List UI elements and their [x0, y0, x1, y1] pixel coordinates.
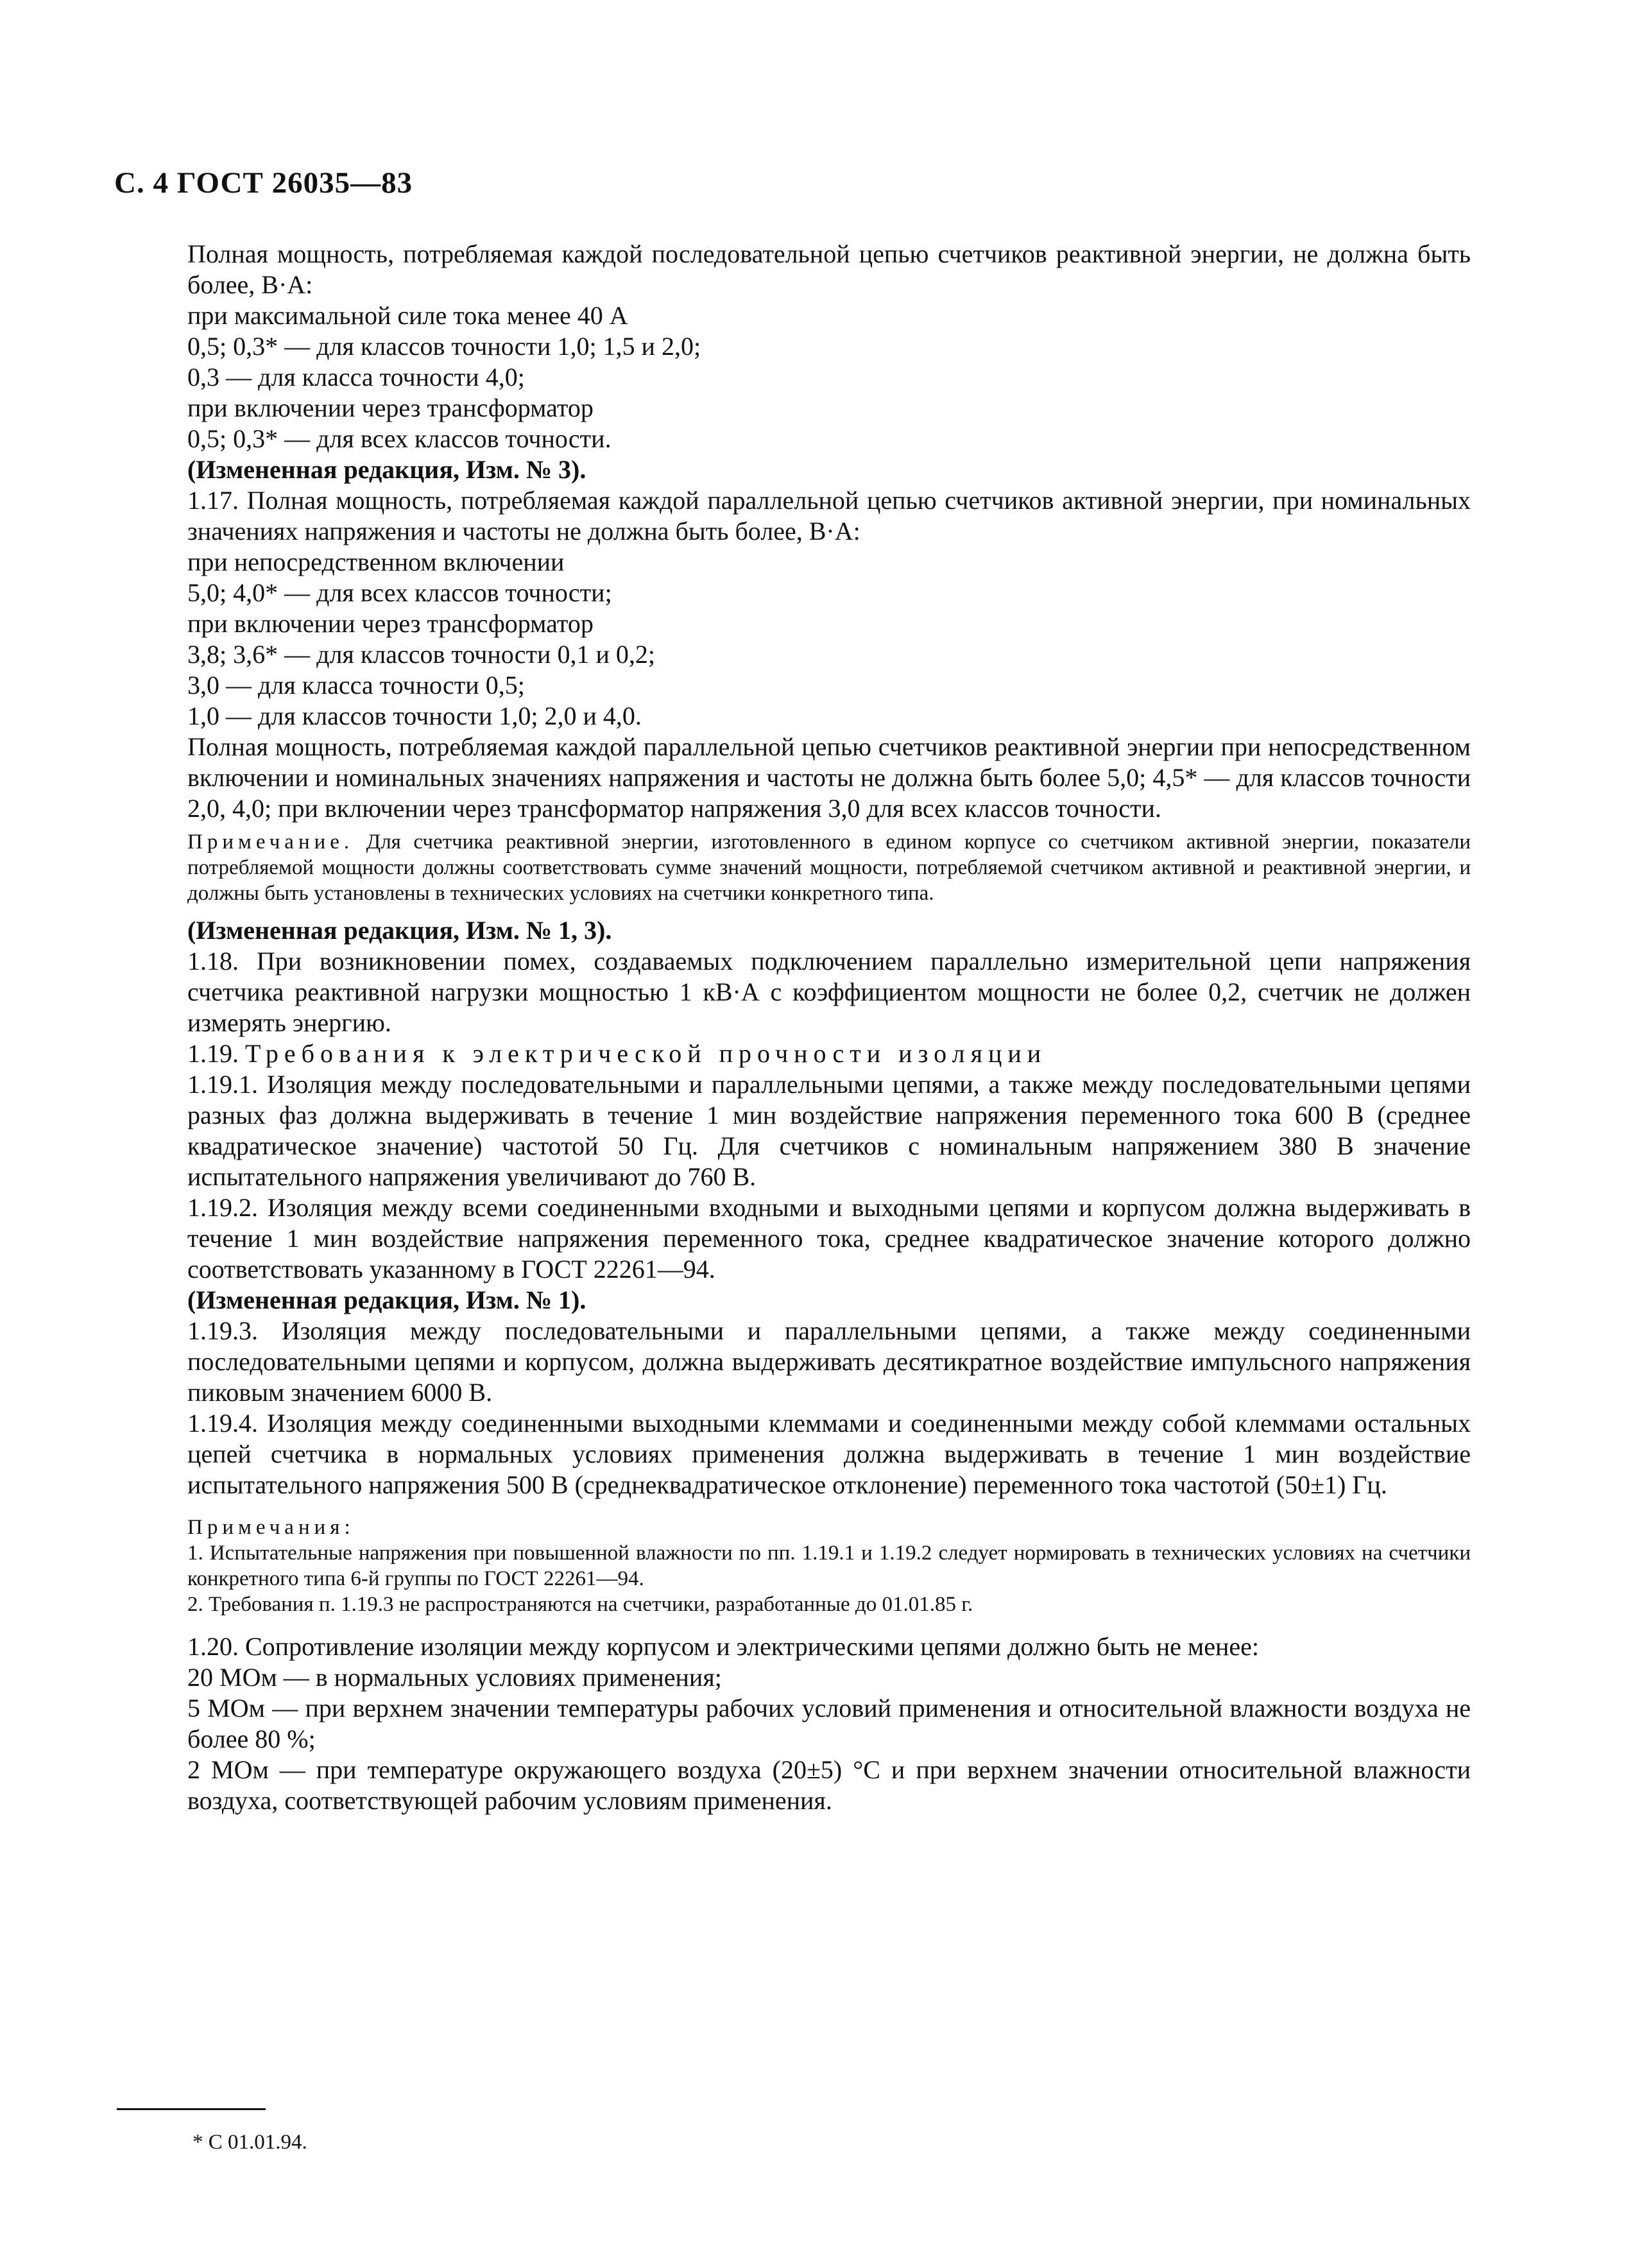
- notes-heading: [187, 1515, 1471, 1540]
- list-line: 20 МОм — в нормальных условиях применения;: [187, 1663, 722, 1692]
- note-text: Для счетчика реактивной энергии, изготовленного в едином корпусе со счетчиком активной энергии, показатели потребляемой мощности должны соответствовать сумме значений мощности, потребляемой счетчиком активной и реактивной энергии, и должны быть установлены в технических условиях на счетчики конкретного типа.: [187, 830, 1471, 905]
- list-line: 3,8; 3,6* — для классов точности 0,1 и 0,2;: [187, 640, 655, 669]
- note-item: 1. Испытательные напряжения при повышенной влажности по пп. 1.19.1 и 1.19.2 следует нормировать в технических условиях на счетчики конкретного типа 6-й группы по ГОСТ 22261—94.: [187, 1542, 1471, 1590]
- paragraph: 2 МОм — при температуре окружающего воздуха (20±5) °С и при верхнем значении относительной влажности воздуха, соответствующей рабочим условиям применения.: [187, 1755, 1471, 1815]
- paragraph: 1.19.3. Изоляция между последовательными и параллельными цепями, а также между соединенными последовательными цепями и корпусом, должна выдерживать десятикратное воздействие импульсного напряжения пиковым значением 6000 В.: [187, 1316, 1471, 1407]
- list-line: 5,0; 4,0* — для всех классов точности;: [187, 578, 612, 607]
- list-line: при включении через трансформатор: [187, 393, 594, 422]
- paragraph: 1.20. Сопротивление изоляции между корпусом и электрическими цепями должно быть не менее:: [187, 1632, 1260, 1661]
- note: [187, 829, 1471, 906]
- list-line: 1,0 — для классов точности 1,0; 2,0 и 4,0.: [187, 701, 642, 730]
- paragraph: 1.17. Полная мощность, потребляемая каждой параллельной цепью счетчиков активной энергии, при номинальных значениях напряжения и частоты не должна быть более, В·А:: [187, 486, 1471, 546]
- paragraph: Полная мощность, потребляемая каждой параллельной цепью счетчиков реактивной энергии при непосредственном включении и номинальных значениях напряжения и частоты не должна быть более 5,0; 4,5* — для классов точности 2,0, 4,0; при включении через трансформатор напряжения 3,0 для всех классов точности.: [187, 732, 1471, 823]
- list-line: при максимальной силе тока менее 40 А: [187, 301, 628, 330]
- list-line: 0,3 — для класса точности 4,0;: [187, 363, 525, 391]
- paragraph: 1.18. При возникновении помех, создаваемых подключением параллельно измерительной цепи напряжения счетчика реактивной нагрузки мощностью 1 кВ·А с коэффициентом мощности не более 0,2, счетчик не должен измерять энергию.: [187, 947, 1471, 1037]
- paragraph: 1.19.2. Изоляция между всеми соединенными входными и выходными цепями и корпусом должна выдерживать в течение 1 мин воздействие напряжения переменного тока, среднее квадратическое значение которого должно соответствовать указанному в ГОСТ 22261—94.: [187, 1193, 1471, 1284]
- list-line: при непосредственном включении: [187, 547, 565, 576]
- amendment-note: (Измененная редакция, Изм. № 3).: [187, 455, 586, 484]
- list-line: 0,5; 0,3* — для классов точности 1,0; 1,5 и 2,0;: [187, 332, 701, 361]
- paragraph: Полная мощность, потребляемая каждой последовательной цепью счетчиков реактивной энергии, не должна быть более, В·А:: [187, 239, 1471, 299]
- footnote-divider: [117, 2108, 266, 2110]
- section-number: 1.19.: [187, 1039, 239, 1068]
- amendment-note: (Измененная редакция, Изм. № 1).: [187, 1285, 586, 1314]
- list-line: при включении через трансформатор: [187, 609, 594, 638]
- list-line: 0,5; 0,3* — для всех классов точности.: [187, 424, 612, 453]
- note-label: Примечание.: [187, 830, 354, 854]
- paragraph: 1.19.4. Изоляция между соединенными выходными клеммами и соединенными между собой клеммами остальных цепей счетчика в нормальных условиях применения должна выдерживать в течение 1 мин воздействие испытательного напряжения 500 В (среднеквадратическое отклонение) переменного тока частотой (50±1) Гц.: [187, 1409, 1471, 1499]
- section-title: Требования к электрической прочности изоляции: [245, 1039, 1047, 1068]
- note-item: 2. Требования п. 1.19.3 не распространяются на счетчики, разработанные до 01.01.85 г.: [187, 1593, 973, 1616]
- amendment-note: (Измененная редакция, Изм. № 1, 3).: [187, 916, 612, 945]
- notes-label: Примечания:: [187, 1516, 355, 1539]
- section-heading: [187, 1038, 1471, 1069]
- footnote: * С 01.01.94.: [193, 2131, 307, 2154]
- document-body: [187, 239, 1471, 1816]
- page-header: С. 4 ГОСТ 26035—83: [114, 166, 413, 200]
- paragraph: 1.19.1. Изоляция между последовательными и параллельными цепями, а также между последовательными цепями разных фаз должна выдерживать в течение 1 мин воздействие напряжения переменного тока 600 В (среднее квадратическое значение) частотой 50 Гц. Для счетчиков с номинальным напряжением 380 В значение испытательного напряжения увеличивают до 760 В.: [187, 1070, 1471, 1191]
- paragraph: 5 МОм — при верхнем значении температуры рабочих условий применения и относительной влажности воздуха не более 80 %;: [187, 1694, 1471, 1753]
- list-line: 3,0 — для класса точности 0,5;: [187, 671, 525, 700]
